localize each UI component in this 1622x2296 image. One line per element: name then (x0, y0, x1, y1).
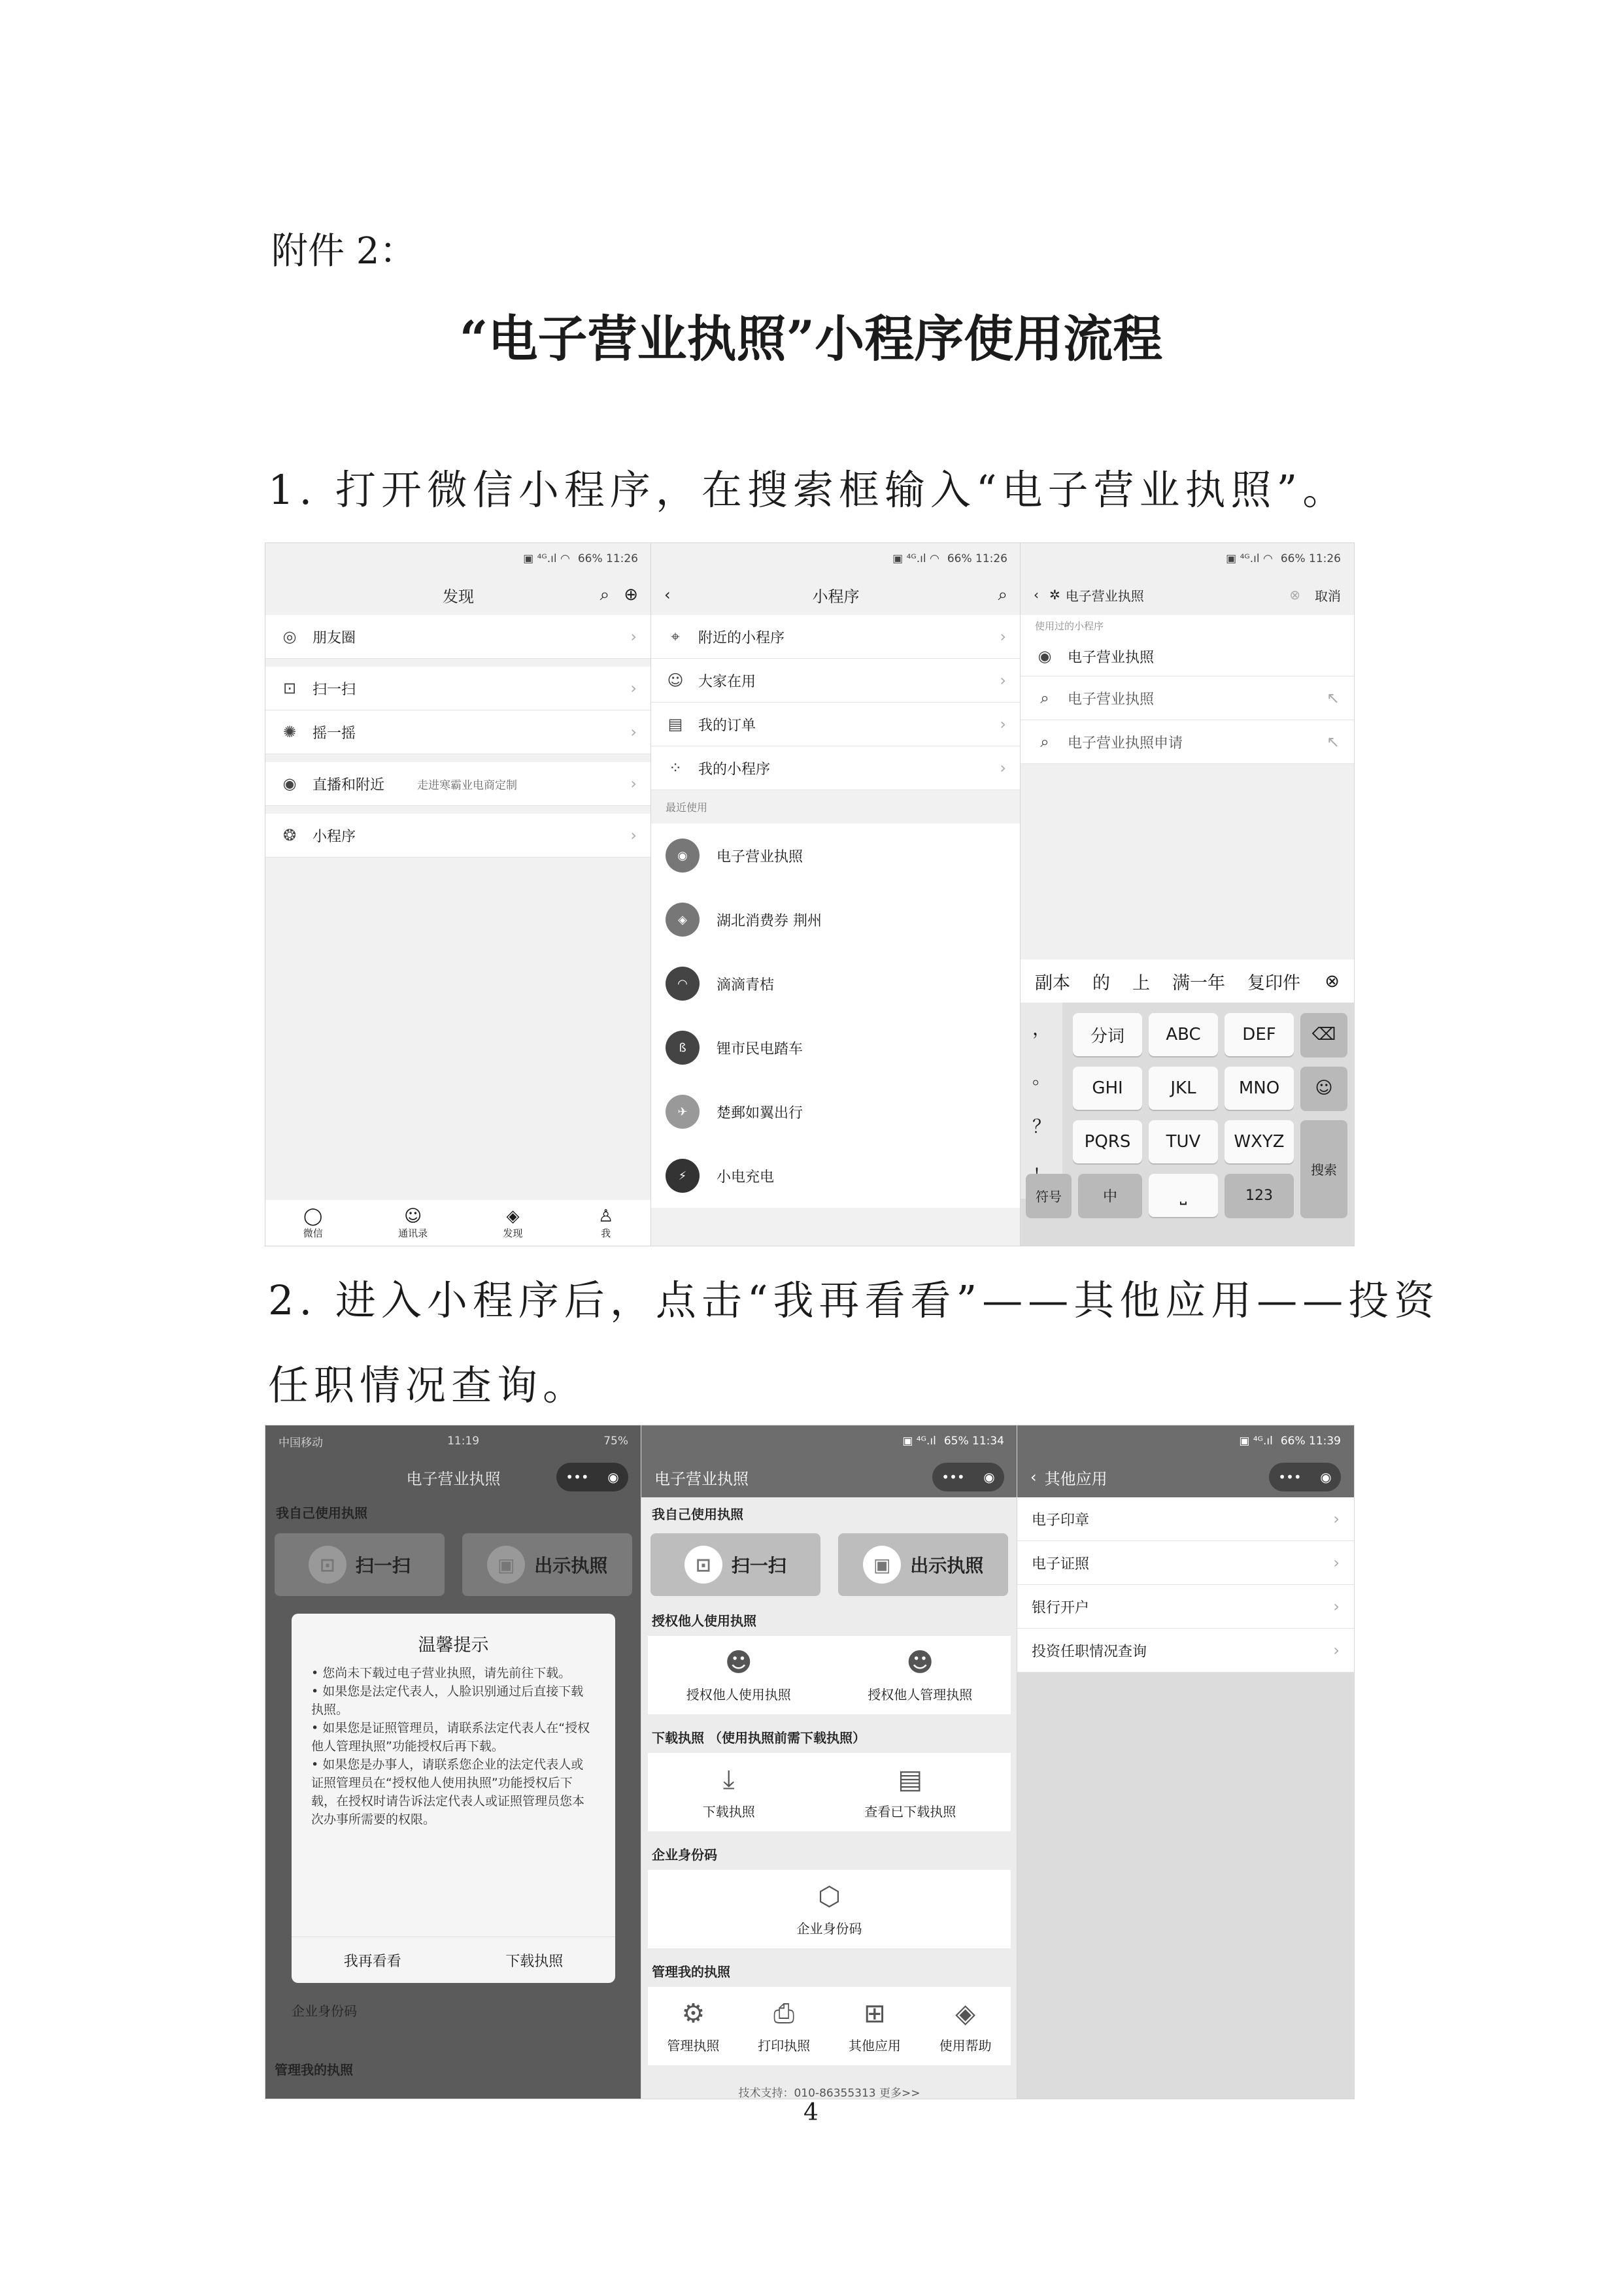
grid-icon: ⁘ (668, 759, 683, 777)
document-icon: ▤ (898, 1764, 923, 1795)
status-bar: 中国移动 11:19 75% (279, 1435, 628, 1450)
search-icon: ⌕ (1040, 733, 1049, 751)
section-label: 我自己使用执照 (276, 1505, 367, 1521)
people-icon: ☺ (667, 671, 684, 690)
recent-label: 最近使用 (666, 801, 708, 814)
show-license-button[interactable]: ▣ 出示执照 (462, 1533, 632, 1596)
keyboard (1021, 1003, 1354, 1246)
tab-bar (265, 1200, 651, 1246)
document-title: “电子营业执照”小程序使用流程 (459, 310, 1163, 368)
license-icon: ▣ (863, 1546, 901, 1584)
backspace-icon: ⌫ (1311, 1025, 1336, 1044)
language-key[interactable]: 中 (1078, 1174, 1142, 1217)
travel-logo-icon: ✈ (666, 1095, 700, 1129)
menu-item-shake[interactable]: ✺ 摇一摇 › (265, 710, 651, 754)
recent-item[interactable]: ◈ 湖北消费券 荆州 (651, 888, 1021, 952)
moments-icon: ◎ (282, 627, 297, 646)
section-label: 下载执照 （使用执照前需下载执照） (652, 1730, 866, 1746)
app-item-e-seal[interactable]: 电子印章 › (1017, 1497, 1354, 1541)
key[interactable]: WXYZ (1225, 1120, 1294, 1163)
clear-icon[interactable]: ⊗ (1289, 587, 1300, 603)
person-icon: ♙ (598, 1206, 614, 1226)
step-2-text-line-1: 2. 进入小程序后，点击“我再看看”——其他应用——投资 (268, 1276, 1440, 1324)
section-label: 授权他人使用执照 (652, 1613, 756, 1629)
authorize-manage-button[interactable]: ☻ 授权他人管理执照 (868, 1647, 973, 1703)
menu-item-scan[interactable]: ⊡ 扫一扫 › (265, 667, 651, 710)
key[interactable]: JKL (1149, 1067, 1218, 1110)
key[interactable]: MNO (1225, 1067, 1294, 1110)
section-label: 管理我的执照 (652, 1964, 730, 1980)
suggestion-item[interactable]: ⌕ 电子营业执照 ↖ (1021, 676, 1354, 720)
view-downloaded-button[interactable]: ▤ 查看已下载执照 (864, 1764, 956, 1820)
candidate[interactable]: 副本 (1035, 973, 1070, 993)
status-bar: ▣ ⁴ᴳ.ıl ◠ 66% 11:26 (892, 552, 1007, 565)
arrow-up-left-icon: ↖ (1326, 733, 1340, 751)
section-label: 企业身份码 (652, 1847, 717, 1863)
menu-item-moments[interactable]: ◎ 朋友圈 › (265, 615, 651, 659)
navbar (265, 1457, 641, 1497)
manage-license-button[interactable]: ⚙ 管理执照 (667, 1998, 720, 2054)
recent-item[interactable]: ◉ 电子营业执照 (651, 824, 1021, 888)
status-bar: ▣ ⁴ᴳ.ıl ◠ 66% 11:26 (1226, 552, 1341, 565)
more-icon: ••• (1278, 1469, 1302, 1485)
used-label: 使用过的小程序 (1021, 615, 1354, 637)
chevron-right-icon: › (630, 627, 637, 646)
dialog-bullet: • 如果您是法定代表人，人脸识别通过后直接下载执照。 (311, 1684, 584, 1717)
key[interactable]: GHI (1073, 1067, 1142, 1110)
dialog-bullet: • 如果您是办事人，请联系您企业的法定代表人或证照管理员在“授权他人使用执照”功能授权后下载，在授权时请告诉法定代表人或证照管理员您本次办事所需要的权限。 (311, 1757, 585, 1827)
shield-icon: ⬡ (818, 1881, 841, 1912)
annex-label: 附件 2： (271, 230, 416, 273)
candidate[interactable]: 满一年 (1172, 973, 1225, 993)
search-icon: ⌕ (1040, 689, 1049, 707)
scan-button[interactable]: ⊡ 扫一扫 (275, 1533, 445, 1596)
cancel-button[interactable]: 取消 (1315, 588, 1341, 604)
tab-contacts[interactable]: ☺ 通讯录 (398, 1206, 428, 1239)
chevron-right-icon: › (1000, 671, 1006, 690)
search-icon[interactable]: ⌕ (600, 584, 610, 605)
menu-item-live-nearby[interactable]: ◉ 直播和附近 走进寒霸业电商定制 › (265, 762, 651, 806)
space-icon: ⎵ (1179, 1185, 1187, 1205)
mini-program-icon: ✲ (1049, 587, 1060, 603)
capsule-menu[interactable] (1269, 1463, 1341, 1491)
license-logo-icon: ◉ (1038, 647, 1052, 665)
help-icon: ◈ (955, 1998, 975, 2029)
search-input[interactable]: 电子营业执照 (1065, 588, 1144, 604)
app-item-e-certificate[interactable]: 电子证照 › (1017, 1541, 1354, 1585)
shake-icon: ✺ (282, 723, 297, 741)
other-apps-button[interactable]: ⊞ 其他应用 (848, 1998, 901, 2054)
section-label: 我自己使用执照 (652, 1506, 743, 1522)
scan-icon: ⊡ (282, 679, 297, 697)
behind-section: 管理我的执照 (275, 2062, 353, 2078)
show-license-button[interactable]: ▣ 出示执照 (838, 1533, 1008, 1596)
candidate[interactable]: 的 (1092, 973, 1110, 993)
chevron-right-icon: › (1333, 1641, 1340, 1659)
bike-logo-icon: ◠ (666, 967, 700, 1001)
candidate-bar (1021, 959, 1354, 1003)
navbar (1017, 1457, 1354, 1497)
behind-label: 企业身份码 (292, 2003, 357, 2019)
chat-icon: ◯ (303, 1206, 323, 1226)
authorize-use-button[interactable]: ☻ 授权他人使用执照 (686, 1647, 791, 1703)
menu-item-mini-programs[interactable]: ❂ 小程序 › (265, 814, 651, 857)
page-number: 4 (803, 2099, 819, 2126)
compass-icon: ◈ (506, 1206, 520, 1226)
emoji-icon: ☺ (1315, 1078, 1333, 1098)
suggestion-item[interactable]: ⌕ 电子营业执照申请 ↖ (1021, 720, 1354, 764)
search-bar (1021, 574, 1354, 615)
chevron-right-icon: › (1333, 1597, 1340, 1616)
symbol-key[interactable]: 符号 (1026, 1174, 1072, 1217)
navbar (265, 574, 651, 615)
recent-item[interactable]: ß 锂市民电踏车 (651, 1016, 1021, 1080)
punctuation-column (1021, 1003, 1062, 1199)
support-text: 技术支持：010-86355313 更多>> (738, 2087, 921, 2099)
charge-logo-icon: ⚡ (666, 1159, 700, 1193)
printer-icon: ⎙ (773, 1998, 795, 2029)
download-license-button[interactable]: ⤓ 下载执照 (702, 1764, 755, 1820)
arrow-up-left-icon: ↖ (1326, 689, 1340, 707)
dialog-title: 温馨提示 (418, 1635, 489, 1655)
gear-icon: ⚙ (681, 1998, 705, 2029)
user-gear-icon: ☻ (906, 1647, 934, 1678)
chevron-right-icon: › (1333, 1554, 1340, 1572)
screen-other-apps (1017, 1425, 1355, 2099)
search-key[interactable]: 搜索 (1300, 1120, 1347, 1217)
close-icon: ◉ (1320, 1469, 1332, 1485)
chevron-right-icon: › (1000, 715, 1006, 733)
download-button[interactable]: 下载执照 (505, 1953, 564, 1970)
candidate[interactable]: 复印件 (1247, 973, 1300, 993)
download-icon: ⤓ (722, 1764, 735, 1795)
dialog-bullet: • 如果您是证照管理员，请联系法定代表人在“授权他人管理执照”功能授权后再下载。 (311, 1721, 590, 1754)
candidate[interactable]: 上 (1132, 973, 1150, 993)
search-result[interactable]: ◉ 电子营业执照 (1021, 637, 1354, 676)
screen-discover (265, 542, 652, 1246)
punct-key[interactable]: 。 (1032, 1066, 1051, 1088)
capsule-menu[interactable] (932, 1463, 1004, 1491)
live-icon: ◉ (282, 774, 297, 793)
tab-chats[interactable]: ◯ 微信 (303, 1206, 323, 1239)
navbar-title: 其他应用 (1044, 1469, 1107, 1488)
more-icon: ••• (941, 1469, 965, 1485)
menu-item-popular[interactable]: ☺ 大家在用 › (651, 659, 1021, 703)
key[interactable]: PQRS (1073, 1120, 1142, 1163)
screen-search (1020, 542, 1355, 1246)
license-icon: ▣ (487, 1546, 525, 1584)
status-bar: ▣ ⁴ᴳ.ıl 65% 11:34 (641, 1425, 1017, 1457)
chevron-right-icon: › (1000, 627, 1006, 646)
recent-item[interactable]: ◠ 滴滴青桔 (651, 952, 1021, 1016)
navbar (651, 574, 1021, 615)
capsule-menu[interactable] (556, 1463, 628, 1491)
license-logo-icon: ◉ (666, 839, 700, 873)
key[interactable]: 分词 (1073, 1013, 1142, 1056)
menu-item-orders[interactable]: ▤ 我的订单 › (651, 703, 1021, 746)
ebike-logo-icon: ß (666, 1031, 700, 1065)
back-icon[interactable]: ‹ (664, 586, 671, 604)
step-2-text-line-2: 任职情况查询。 (268, 1361, 589, 1409)
mini-program-icon: ❂ (282, 826, 297, 844)
step-1-text: 1. 打开微信小程序，在搜索框输入“电子营业执照”。 (268, 466, 1349, 514)
app-item-investment-query[interactable]: 投资任职情况查询 › (1017, 1629, 1354, 1672)
recent-item[interactable]: ⚡ 小电充电 (651, 1144, 1021, 1208)
contacts-icon: ☺ (404, 1206, 422, 1226)
back-icon[interactable]: ‹ (1030, 1468, 1037, 1486)
tab-discover[interactable]: ◈ 发现 (503, 1206, 523, 1239)
menu-item-my-mini-programs[interactable]: ⁘ 我的小程序 › (651, 746, 1021, 790)
back-icon[interactable]: ‹ (1034, 587, 1039, 603)
status-bar: ▣ ⁴ᴳ.ıl 66% 11:39 (1017, 1425, 1354, 1457)
scan-icon: ⊡ (684, 1546, 722, 1584)
chevron-right-icon: › (630, 774, 637, 793)
navbar (641, 1457, 1017, 1497)
key[interactable]: ABC (1149, 1013, 1218, 1056)
punct-key[interactable]: ， (1032, 1017, 1051, 1039)
close-icon: ◉ (983, 1469, 995, 1485)
help-button[interactable]: ◈ 使用帮助 (939, 1998, 992, 2054)
chevron-right-icon: › (630, 826, 637, 844)
later-button[interactable]: 我再看看 (343, 1953, 401, 1970)
screen-license-home (641, 1425, 1018, 2099)
add-icon[interactable]: ⊕ (624, 585, 638, 605)
navbar-title: 电子营业执照 (406, 1469, 501, 1488)
screen-download-dialog (265, 1425, 642, 2099)
scan-button[interactable]: ⊡ 扫一扫 (650, 1533, 820, 1596)
menu-item-nearby[interactable]: ⌖ 附近的小程序 › (651, 615, 1021, 659)
key[interactable]: DEF (1225, 1013, 1294, 1056)
chevron-right-icon: › (1000, 759, 1006, 777)
search-icon[interactable]: ⌕ (998, 584, 1007, 605)
backspace-key[interactable] (1300, 1013, 1347, 1056)
key[interactable]: TUV (1149, 1120, 1218, 1163)
app-item-bank-account[interactable]: 银行开户 › (1017, 1585, 1354, 1629)
live-hint: 走进寒霸业电商定制 (417, 778, 518, 792)
company-id-code-button[interactable]: ⬡ 企业身份码 (796, 1881, 862, 1937)
recent-item[interactable]: ✈ 楚郵如翼出行 (651, 1080, 1021, 1144)
chevron-right-icon: › (1333, 1510, 1340, 1528)
coupon-logo-icon: ◈ (666, 903, 700, 937)
status-bar: ▣ ⁴ᴳ.ıl ◠ 66% 11:26 (523, 552, 638, 565)
dialog-bullet: • 您尚未下载过电子营业执照，请先前往下载。 (311, 1666, 571, 1680)
number-key[interactable]: 123 (1225, 1174, 1294, 1217)
navbar-title: 发现 (443, 587, 474, 606)
navbar-title: 电子营业执照 (654, 1469, 749, 1488)
order-icon: ▤ (667, 715, 683, 733)
close-icon: ◉ (607, 1469, 619, 1485)
location-icon: ⌖ (671, 627, 680, 646)
emoji-key[interactable] (1300, 1067, 1347, 1110)
print-license-button[interactable]: ⎙ 打印执照 (758, 1998, 811, 2054)
tip-dialog (292, 1614, 615, 1983)
punct-key[interactable]: ？ (1032, 1115, 1051, 1137)
navbar-title: 小程序 (812, 587, 860, 606)
more-icon: ••• (566, 1469, 589, 1485)
tab-me[interactable]: ♙ 我 (598, 1206, 614, 1239)
chevron-right-icon: › (630, 679, 637, 697)
screen-mini-programs (650, 542, 1021, 1246)
space-key[interactable] (1149, 1174, 1218, 1217)
grid-icon: ⊞ (864, 1998, 886, 2029)
close-icon[interactable]: ⊗ (1325, 971, 1340, 991)
chevron-right-icon: › (630, 723, 637, 741)
scan-icon: ⊡ (309, 1546, 346, 1584)
user-icon: ☻ (724, 1647, 752, 1678)
